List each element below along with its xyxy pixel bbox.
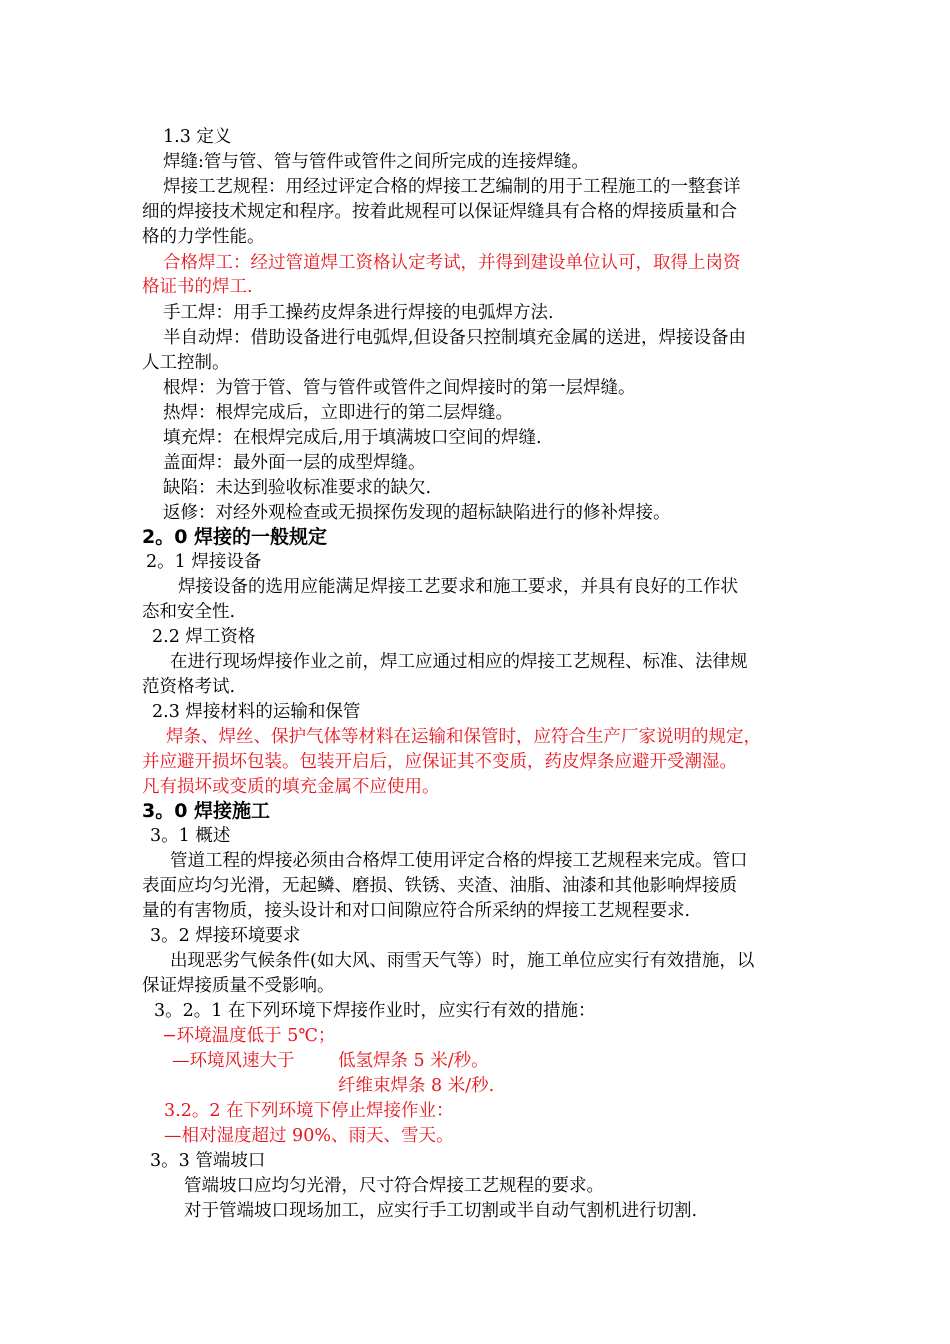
section-heading-3-0: 3。0 焊接施工: [142, 800, 271, 822]
subsection-heading-2-3: 2.3 焊接材料的运输和保管: [152, 702, 361, 722]
section-heading-1-3: 1.3 定义: [163, 127, 232, 147]
condition-wind-low-hydrogen: 低氢焊条 5 米/秒。: [338, 1051, 489, 1071]
paragraph-3-1-line3: 量的有害物质，接头设计和对口间隙应符合所采纳的焊接工艺规程要求.: [142, 901, 691, 921]
paragraph-2-3-line2: 并应避开损坏包装。包装开启后，应保证其不变质，药皮焊条应避开受潮湿。: [142, 752, 737, 772]
definition-cap-pass: 盖面焊：最外面一层的成型焊缝。: [163, 453, 426, 473]
definition-qualified-welder-line2: 格证书的焊工.: [142, 277, 253, 297]
paragraph-2-3-line1: 焊条、焊丝、保护气体等材料在运输和保管时，应符合生产厂家说明的规定，: [166, 727, 761, 747]
definition-qualified-welder-line1: 合格焊工：经过管道焊工资格认定考试，并得到建设单位认可，取得上岗资: [163, 253, 741, 273]
paragraph-2-2-line1: 在进行现场焊接作业之前，焊工应通过相应的焊接工艺规程、标准、法律规: [170, 652, 748, 672]
paragraph-3-1-line1: 管道工程的焊接必须由合格焊工使用评定合格的焊接工艺规程来完成。管口: [170, 851, 748, 871]
paragraph-3-1-line2: 表面应均匀光滑，无起鳞、磨损、铁锈、夹渣、油脂、油漆和其他影响焊接质: [142, 876, 737, 896]
definition-procedure-line3: 格的力学性能。: [142, 227, 265, 247]
definition-repair: 返修：对经外观检查或无损探伤发现的超标缺陷进行的修补焊接。: [163, 503, 671, 523]
definition-defect: 缺陷：未达到验收标准要求的缺欠.: [163, 478, 432, 498]
subsection-heading-3-1: 3。1 概述: [150, 826, 231, 846]
paragraph-2-1-line1: 焊接设备的选用应能满足焊接工艺要求和施工要求，并具有良好的工作状: [178, 577, 738, 597]
paragraph-2-1-line2: 态和安全性.: [142, 602, 236, 622]
subsection-heading-3-2-1: 3。2。1 在下列环境下焊接作业时，应实行有效的措施：: [154, 1001, 596, 1021]
subsection-heading-3-2-2: 3.2。2 在下列环境下停止焊接作业：: [164, 1101, 454, 1121]
paragraph-3-3-line1: 管端坡口应均匀光滑，尺寸符合焊接工艺规程的要求。: [184, 1176, 604, 1196]
condition-temperature: −环境温度低于 5℃；: [162, 1026, 336, 1046]
subsection-heading-3-3: 3。3 管端坡口: [150, 1151, 266, 1171]
paragraph-3-2-line1: 出现恶劣气候条件(如大风、雨雪天气等）时，施工单位应实行有效措施，以: [170, 951, 755, 971]
definition-semi-auto-line2: 人工控制。: [142, 353, 230, 373]
definition-procedure-line2: 细的焊接技术规定和程序。按着此规程可以保证焊缝具有合格的焊接质量和合: [142, 202, 737, 222]
paragraph-3-3-line2: 对于管端坡口现场加工，应实行手工切割或半自动气割机进行切割.: [184, 1201, 698, 1221]
subsection-heading-2-2: 2.2 焊工资格: [152, 627, 256, 647]
definition-root-pass: 根焊：为管于管、管与管件或管件之间焊接时的第一层焊缝。: [163, 378, 636, 398]
subsection-heading-3-2: 3。2 焊接环境要求: [150, 926, 301, 946]
subsection-heading-2-1: 2。1 焊接设备: [146, 552, 262, 572]
definition-fill-pass: 填充焊：在根焊完成后,用于填满坡口空间的焊缝.: [163, 428, 542, 448]
paragraph-2-2-line2: 范资格考试.: [142, 677, 236, 697]
section-heading-2-0: 2。0 焊接的一般规定: [142, 526, 328, 548]
condition-wind-label: —环境风速大于: [172, 1051, 295, 1071]
definition-hot-pass: 热焊：根焊完成后，立即进行的第二层焊缝。: [163, 403, 513, 423]
definition-procedure-line1: 焊接工艺规程：用经过评定合格的焊接工艺编制的用于工程施工的一整套详: [163, 177, 741, 197]
paragraph-3-2-line2: 保证焊接质量不受影响。: [142, 976, 335, 996]
definition-manual-welding: 手工焊：用手工操药皮焊条进行焊接的电弧焊方法.: [163, 303, 554, 323]
definition-semi-auto-line1: 半自动焊：借助设备进行电弧焊,但设备只控制填充金属的送进，焊接设备由: [163, 328, 747, 348]
condition-wind-cellulose: 纤维束焊条 8 米/秒.: [338, 1076, 495, 1096]
condition-humidity: —相对湿度超过 90%、雨天、雪天。: [164, 1126, 454, 1146]
paragraph-2-3-line3: 凡有损坏或变质的填充金属不应使用。: [142, 777, 440, 797]
definition-weld-seam: 焊缝:管与管、管与管件或管件之间所完成的连接焊缝。: [163, 152, 589, 172]
